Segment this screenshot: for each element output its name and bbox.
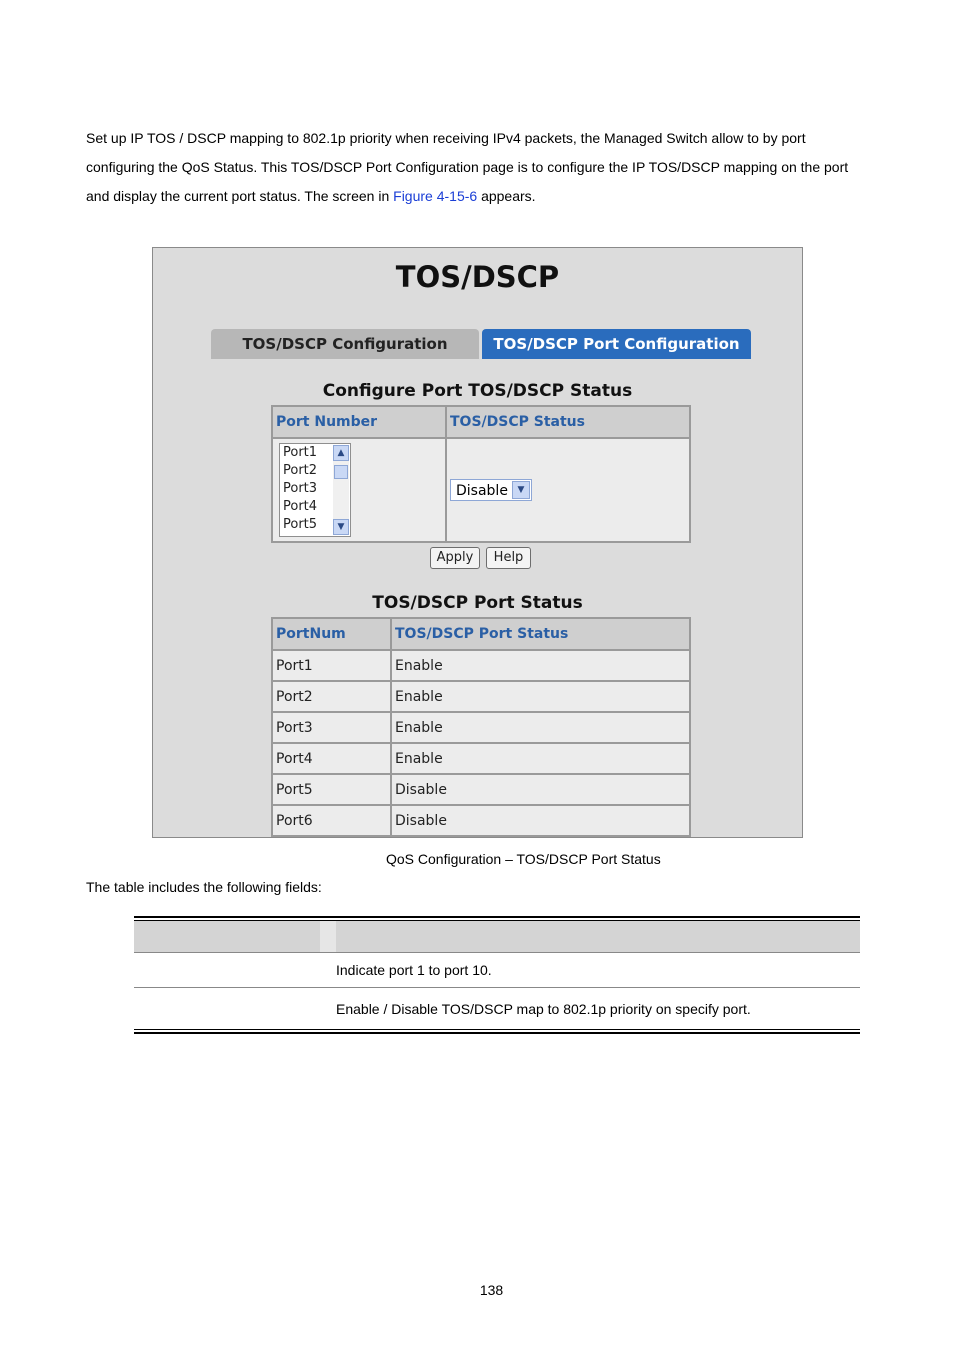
table-bottom-rule bbox=[134, 1032, 860, 1034]
screenshot-title: TOS/DSCP bbox=[395, 260, 560, 294]
port-cell: Port4 bbox=[272, 743, 391, 774]
port-option[interactable]: Port2 bbox=[283, 463, 318, 478]
intro-line-3-post: appears. bbox=[477, 188, 536, 204]
config-section-title: Configure Port TOS/DSCP Status bbox=[322, 381, 633, 401]
help-button[interactable]: Help bbox=[486, 547, 531, 569]
status-cell: Disable bbox=[391, 774, 690, 805]
scroll-thumb[interactable] bbox=[334, 465, 348, 479]
table-row bbox=[134, 987, 860, 1029]
header-portnum: PortNum bbox=[272, 618, 391, 650]
table-row bbox=[272, 805, 690, 836]
tab-tos-dscp-port-configuration[interactable]: TOS/DSCP Port Configuration bbox=[482, 329, 751, 359]
intro-line-1: Set up IP TOS / DSCP mapping to 802.1p priority when receiving IPv4 packets, the Managed Switch allow to by port bbox=[86, 130, 806, 146]
port-option[interactable]: Port5 bbox=[283, 517, 318, 532]
tab-tos-dscp-configuration[interactable]: TOS/DSCP Configuration bbox=[211, 329, 479, 359]
tos-dscp-screenshot bbox=[152, 247, 803, 838]
status-cell: Enable bbox=[391, 681, 690, 712]
intro-line-3 bbox=[86, 182, 886, 211]
status-select-value: Disable bbox=[456, 483, 508, 499]
table-row bbox=[272, 774, 690, 805]
table-row bbox=[272, 743, 690, 774]
scroll-up-icon[interactable]: ▲ bbox=[333, 445, 349, 461]
port-listbox[interactable] bbox=[279, 443, 351, 537]
listbox-scrollbar[interactable] bbox=[333, 445, 349, 535]
field-description: Indicate port 1 to port 10. bbox=[336, 962, 492, 978]
port-cell: Port6 bbox=[272, 805, 391, 836]
port-list-cell bbox=[272, 438, 446, 542]
status-cell: Enable bbox=[391, 712, 690, 743]
port-option[interactable]: Port3 bbox=[283, 481, 318, 496]
page-number: 138 bbox=[479, 1282, 504, 1298]
figure-caption: QoS Configuration – TOS/DSCP Port Status bbox=[386, 851, 661, 867]
header-tos-dscp-status: TOS/DSCP Status bbox=[446, 406, 690, 438]
config-table bbox=[271, 405, 691, 543]
fields-table-header bbox=[134, 921, 860, 952]
status-cell: Enable bbox=[391, 650, 690, 681]
port-cell: Port1 bbox=[272, 650, 391, 681]
status-section-title: TOS/DSCP Port Status bbox=[372, 593, 583, 613]
table-row bbox=[272, 650, 690, 681]
header-column-separator bbox=[320, 921, 336, 952]
intro-paragraph bbox=[86, 124, 886, 211]
port-cell: Port3 bbox=[272, 712, 391, 743]
field-description: Enable / Disable TOS/DSCP map to 802.1p priority on specify port. bbox=[336, 1001, 751, 1017]
port-option[interactable]: Port1 bbox=[283, 445, 318, 460]
chevron-down-icon[interactable]: ▼ bbox=[512, 481, 530, 499]
fields-table bbox=[134, 916, 860, 1034]
port-cell: Port5 bbox=[272, 774, 391, 805]
scroll-down-icon[interactable]: ▼ bbox=[333, 519, 349, 535]
figure-link[interactable]: Figure 4-15-6 bbox=[393, 188, 478, 204]
intro-line-2: configuring the QoS Status. This TOS/DSCP Port Configuration page is to configure the IP TOS/DSCP mapping on the port bbox=[86, 159, 849, 175]
status-select-cell bbox=[446, 438, 690, 542]
table-row bbox=[272, 681, 690, 712]
status-select[interactable] bbox=[450, 479, 532, 501]
port-cell: Port2 bbox=[272, 681, 391, 712]
fields-intro: The table includes the following fields: bbox=[86, 879, 322, 895]
intro-line-3-pre: and display the current port status. The screen in bbox=[86, 188, 394, 204]
port-option[interactable]: Port4 bbox=[283, 499, 318, 514]
port-status-table bbox=[271, 617, 691, 837]
status-cell: Enable bbox=[391, 743, 690, 774]
header-port-status: TOS/DSCP Port Status bbox=[391, 618, 690, 650]
header-port-number: Port Number bbox=[272, 406, 446, 438]
apply-button[interactable]: Apply bbox=[430, 547, 480, 569]
table-row bbox=[272, 712, 690, 743]
table-row bbox=[134, 952, 860, 987]
status-cell: Disable bbox=[391, 805, 690, 836]
